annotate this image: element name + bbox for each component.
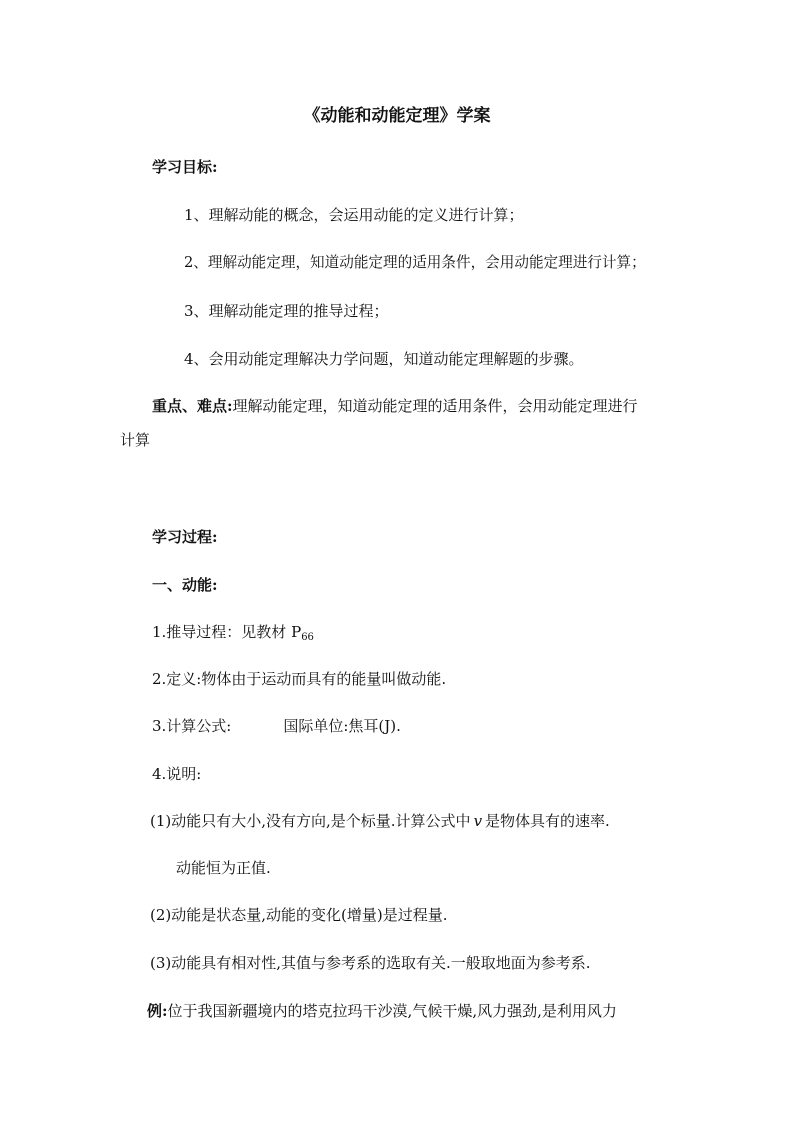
velocity-variable: v [473,812,483,830]
process-heading: 学习过程: [152,528,218,546]
note-3: (3)动能具有相对性,其值与参考系的选取有关.一般取地面为参考系. [150,954,591,972]
item-3 [152,716,401,736]
key-points-label: 重点、难点: [152,397,233,415]
example [147,1001,617,1021]
item-3-label: 3.计算公式: [152,717,232,735]
key-points-text: 理解动能定理，知道动能定理的适用条件，会用动能定理进行 [232,397,638,415]
goal-item-4: 4、会用动能定理解决力学问题，知道动能定理解题的步骤。 [184,350,584,368]
goal-item-2: 2、理解动能定理，知道动能定理的适用条件，会用动能定理进行计算； [184,254,646,271]
item-1-text: 1.推导过程：见教材 P [152,623,302,641]
goal-item-3: 3、理解动能定理的推导过程； [184,302,389,320]
example-label: 例: [147,1002,168,1020]
example-text: 位于我国新疆境内的塔克拉玛干沙漠,气候干燥,风力强劲,是利用风力 [167,1002,617,1020]
item-2: 2.定义:物体由于运动而具有的能量叫做动能. [152,670,447,688]
item-4: 4.说明: [152,765,202,783]
item-1-subscript: 66 [301,632,314,643]
note-2: (2)动能是状态量,动能的变化(增量)是过程量. [150,906,448,924]
goals-heading: 学习目标: [152,158,218,176]
note-1-continuation: 动能恒为正值. [176,859,271,877]
goal-item-1: 1、理解动能的概念，会运用动能的定义进行计算； [184,206,524,224]
item-1 [152,622,314,648]
note-1 [150,811,610,831]
key-points-line [152,396,638,416]
note-1-text-a: (1)动能只有大小,没有方向,是个标量.计算公式中 [150,812,471,830]
note-1-text-b: 是物体具有的速率. [485,812,610,830]
section-1-heading: 一、动能: [152,576,218,594]
key-points-continuation: 计算 [120,431,151,449]
item-3-unit: 国际单位:焦耳(J). [283,717,401,735]
page-title: 《动能和动能定理》学案 [303,106,491,126]
